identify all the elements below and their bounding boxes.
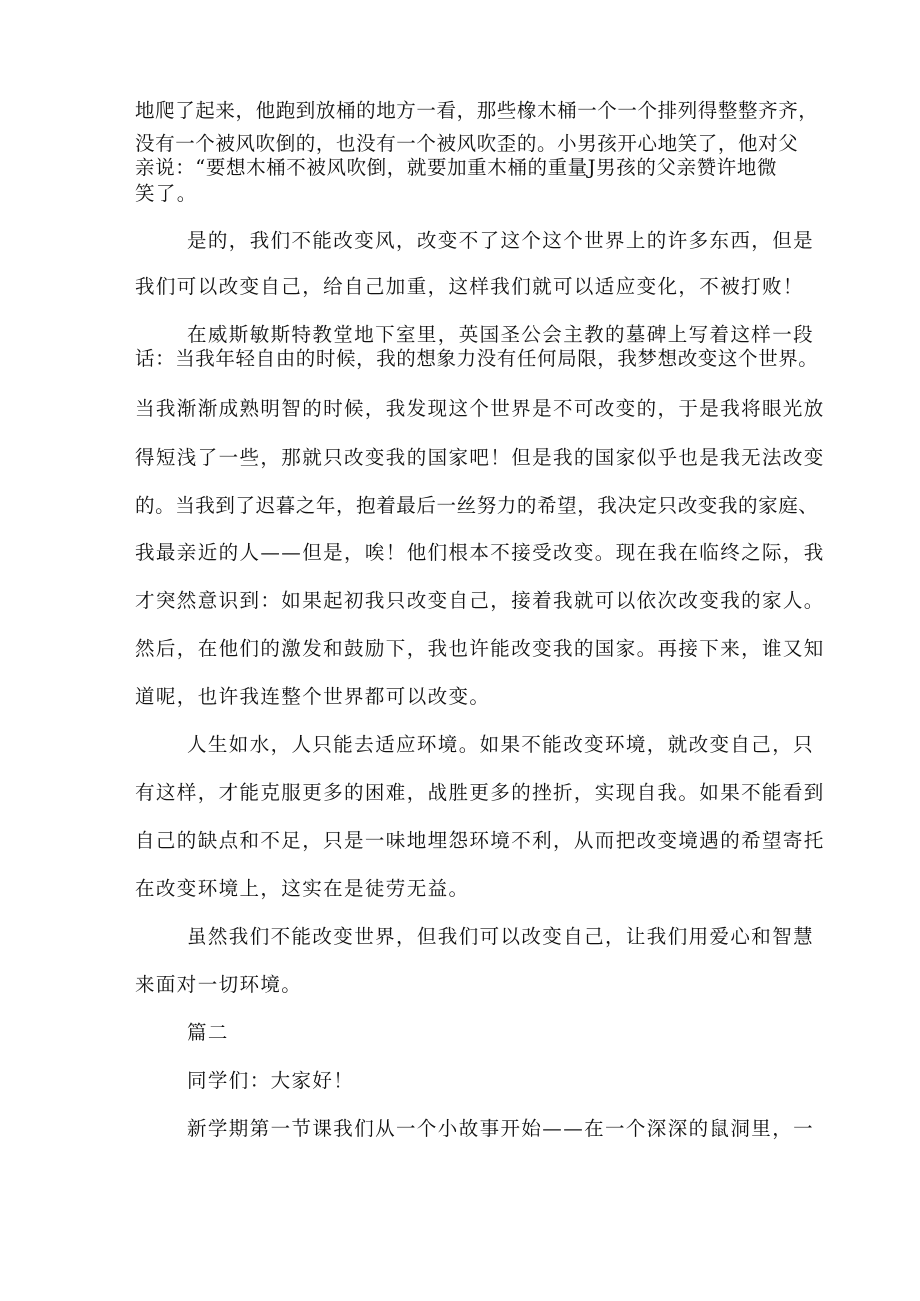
text-line: 才突然意识到：如果起初我只改变自己，接着我就可以依次改变我的家人。 xyxy=(135,589,825,612)
text-line: 自己的缺点和不足，只是一味地埋怨环境不利，从而把改变境遇的希望寄托 xyxy=(135,829,825,852)
text-line: 是的，我们不能改变风，改变不了这个这个世界上的许多东西，但是 xyxy=(187,229,815,252)
text-line: 笑了。 xyxy=(135,182,198,205)
text-line: 然后，在他们的激发和鼓励下，我也许能改变我的国家。再接下来，谁又知 xyxy=(135,637,825,660)
text-line: 在威斯敏斯特教堂地下室里，英国圣公会主教的墓碑上写着这样一段 xyxy=(187,323,815,346)
text-line: 得短浅了一些，那就只改变我的国家吧！但是我的国家似乎也是我无法改变 xyxy=(135,446,825,469)
text-line: 同学们：大家好！ xyxy=(187,1069,355,1092)
text-line: 没有一个被风吹倒的，也没有一个被风吹歪的。小男孩开心地笑了，他对父 xyxy=(135,132,799,155)
text-line: 道呢，也许我连整个世界都可以改变。 xyxy=(135,685,491,708)
text-line: 有这样，才能克服更多的困难，战胜更多的挫折，实现自我。如果不能看到 xyxy=(135,781,825,804)
text-line: 地爬了起来，他跑到放桶的地方一看，那些橡木桶一个一个排列得整整齐齐， xyxy=(135,99,819,122)
section-heading: 篇二 xyxy=(187,1021,229,1044)
text-line: 的。当我到了迟暮之年，抱着最后一丝努力的希望，我决定只改变我的家庭、 xyxy=(135,494,819,517)
text-line: 来面对一切环境。 xyxy=(135,973,303,996)
text-line: 虽然我们不能改变世界，但我们可以改变自己，让我们用爱心和智慧 xyxy=(187,925,815,948)
text-line: 当我渐渐成熟明智的时候，我发现这个世界是不可改变的，于是我将眼光放 xyxy=(135,397,825,420)
text-line: 我们可以改变自己，给自己加重，这样我们就可以适应变化，不被打败！ xyxy=(135,275,804,298)
text-line: 我最亲近的人——但是，唉！他们根本不接受改变。现在我在临终之际，我 xyxy=(135,541,825,564)
text-line: 人生如水，人只能去适应环境。如果不能改变环境，就改变自己，只 xyxy=(187,733,815,756)
text-line: 话：当我年轻自由的时候，我的想象力没有任何局限，我梦想改变这个世界。 xyxy=(135,347,819,370)
text-line: 亲说：“要想木桶不被风吹倒，就要加重木桶的重量J男孩的父亲赞许地微 xyxy=(135,156,778,179)
text-line: 在改变环境上，这实在是徒劳无益。 xyxy=(135,877,470,900)
text-line: 新学期第一节课我们从一个小故事开始——在一个深深的鼠洞里，一 xyxy=(187,1117,815,1140)
